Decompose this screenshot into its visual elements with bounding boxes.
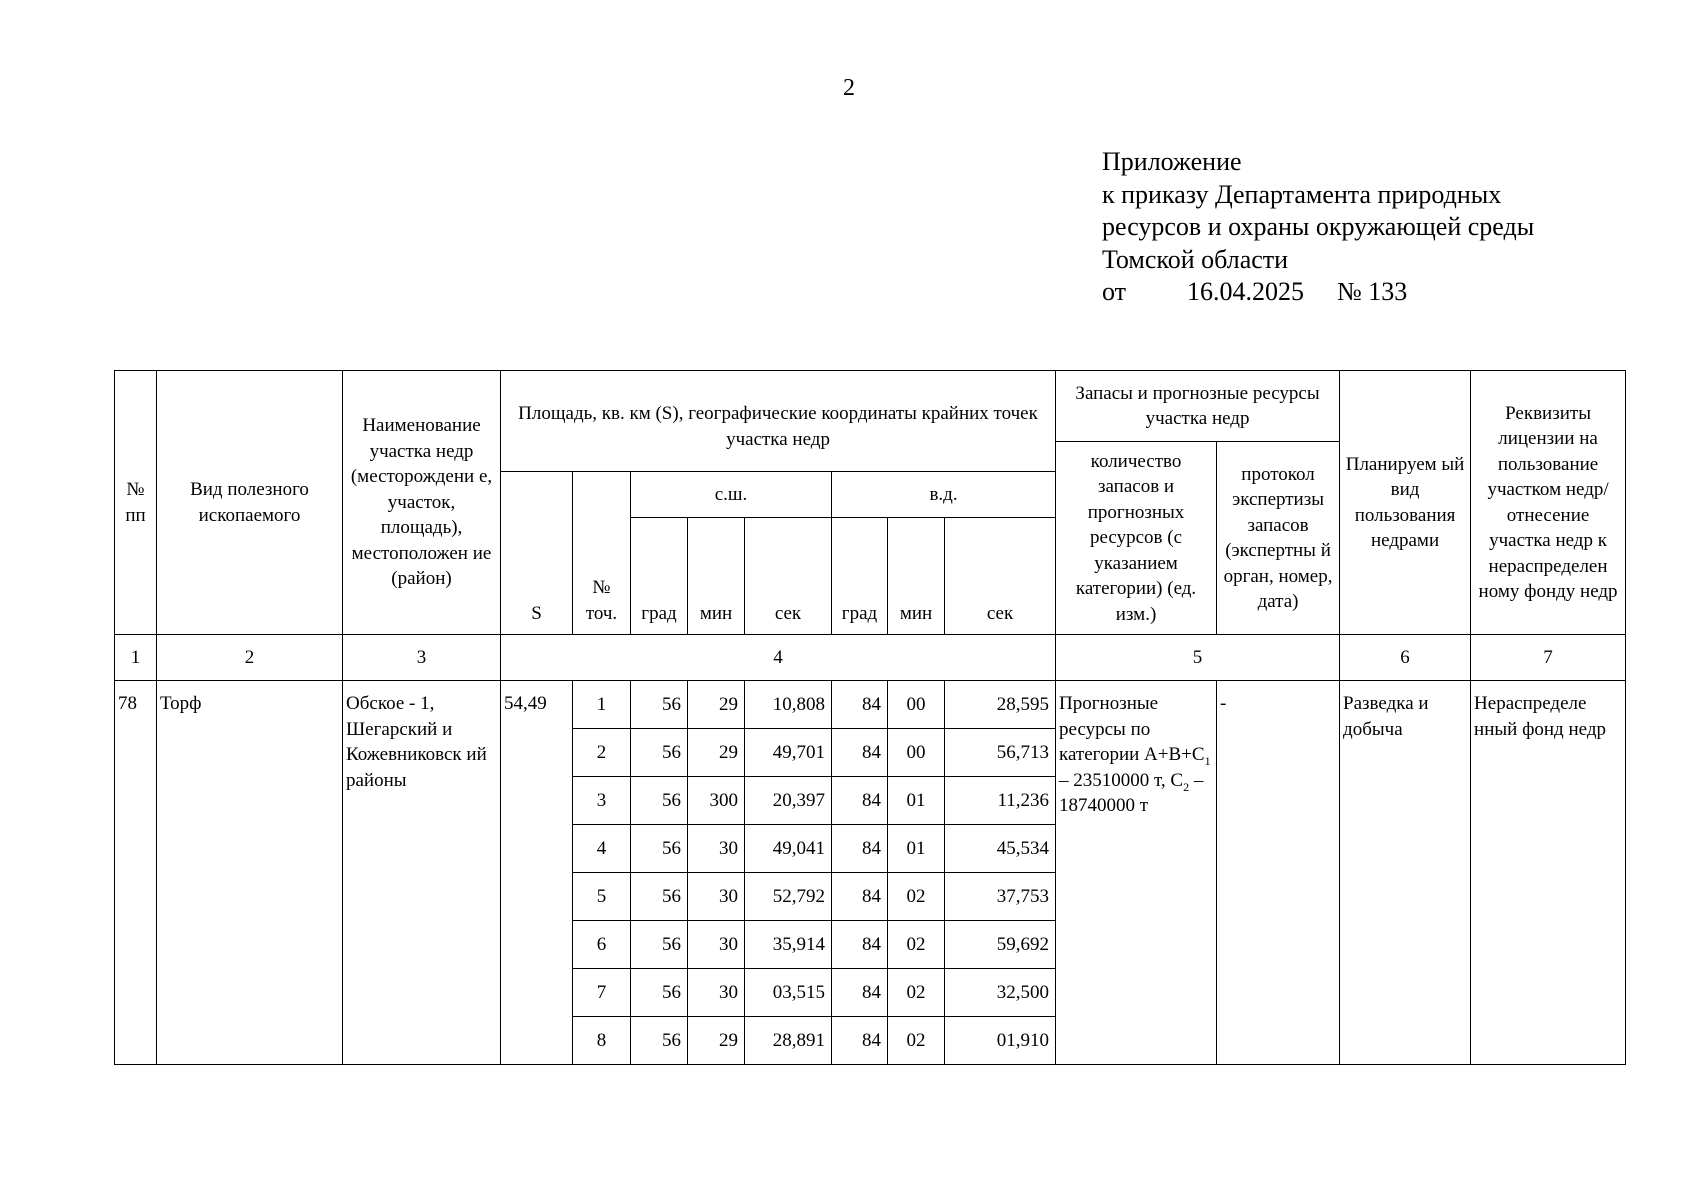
reserves-sub-1: 1 bbox=[1204, 753, 1211, 768]
header-longitude: в.д. bbox=[832, 472, 1056, 518]
header-reserves: Запасы и прогнозные ресурсы участка недр bbox=[1056, 371, 1340, 442]
header-reserves-qty: количество запасов и прогнозных ресурсов (с указанием категории) (ед. изм.) bbox=[1056, 442, 1217, 635]
point-lon-deg: 84 bbox=[832, 681, 888, 729]
point-lat-deg: 56 bbox=[631, 777, 688, 825]
point-number: 1 bbox=[573, 681, 631, 729]
point-lon-min: 00 bbox=[888, 729, 945, 777]
column-number: 6 bbox=[1340, 635, 1471, 681]
point-lon-deg: 84 bbox=[832, 1017, 888, 1065]
header-lat-deg: град bbox=[631, 518, 688, 635]
row-license: Нераспределе нный фонд недр bbox=[1471, 681, 1626, 1065]
point-lon-deg: 84 bbox=[832, 969, 888, 1017]
header-lon-deg: град bbox=[832, 518, 888, 635]
column-number: 4 bbox=[501, 635, 1056, 681]
point-lat-min: 300 bbox=[688, 777, 745, 825]
point-lat-deg: 56 bbox=[631, 969, 688, 1017]
header-area-coordinates: Площадь, кв. км (S), географические координаты крайних точек участка недр bbox=[501, 371, 1056, 472]
point-lat-sec: 49,041 bbox=[745, 825, 832, 873]
point-lon-min: 02 bbox=[888, 969, 945, 1017]
point-lon-sec: 59,692 bbox=[945, 921, 1056, 969]
point-lon-min: 02 bbox=[888, 873, 945, 921]
column-number: 2 bbox=[157, 635, 343, 681]
header-lat-min: мин bbox=[688, 518, 745, 635]
point-lat-min: 30 bbox=[688, 825, 745, 873]
appendix-department-line: ресурсов и охраны окружающей среды bbox=[1102, 212, 1535, 241]
point-lon-deg: 84 bbox=[832, 729, 888, 777]
point-lon-deg: 84 bbox=[832, 777, 888, 825]
header-site-name: Наименование участка недр (месторождени е, участок, площадь), местоположен ие (район) bbox=[343, 371, 501, 635]
header-lon-sec: сек bbox=[945, 518, 1056, 635]
point-number: 5 bbox=[573, 873, 631, 921]
point-lat-sec: 03,515 bbox=[745, 969, 832, 1017]
column-number: 5 bbox=[1056, 635, 1340, 681]
point-lon-sec: 01,910 bbox=[945, 1017, 1056, 1065]
point-lon-min: 01 bbox=[888, 825, 945, 873]
column-number: 3 bbox=[343, 635, 501, 681]
row-mineral: Торф bbox=[157, 681, 343, 1065]
point-number: 7 bbox=[573, 969, 631, 1017]
point-number: 3 bbox=[573, 777, 631, 825]
header-point-no: № точ. bbox=[573, 472, 631, 635]
point-lon-sec: 37,753 bbox=[945, 873, 1056, 921]
from-label: от bbox=[1102, 277, 1127, 306]
row-no: 78 bbox=[115, 681, 157, 1065]
header-latitude: с.ш. bbox=[631, 472, 832, 518]
point-lat-sec: 52,792 bbox=[745, 873, 832, 921]
point-lon-min: 00 bbox=[888, 681, 945, 729]
point-lat-min: 29 bbox=[688, 1017, 745, 1065]
page-number: 2 bbox=[843, 75, 855, 101]
point-lat-min: 30 bbox=[688, 969, 745, 1017]
header-s: S bbox=[501, 472, 573, 635]
point-lon-sec: 32,500 bbox=[945, 969, 1056, 1017]
header-planned-use: Планируем ый вид пользования недрами bbox=[1340, 371, 1471, 635]
header-lat-sec: сек bbox=[745, 518, 832, 635]
reserves-text-a: Прогнозные ресурсы по категории А+В+С bbox=[1059, 693, 1205, 765]
point-lat-sec: 49,701 bbox=[745, 729, 832, 777]
point-lon-min: 01 bbox=[888, 777, 945, 825]
appendix-date-line bbox=[1102, 276, 1534, 309]
header-reserves-protocol: протокол экспертизы запасов (экспертны й орган, номер, дата) bbox=[1217, 442, 1340, 635]
point-lat-min: 29 bbox=[688, 681, 745, 729]
column-number: 1 bbox=[115, 635, 157, 681]
subsoil-plots-table bbox=[114, 370, 1626, 1065]
table-row bbox=[115, 681, 1626, 729]
point-lat-deg: 56 bbox=[631, 729, 688, 777]
point-lon-deg: 84 bbox=[832, 825, 888, 873]
row-site-name: Обское - 1, Шегарский и Кожевниковск ий районы bbox=[343, 681, 501, 1065]
header-no: № пп bbox=[115, 371, 157, 635]
point-lat-min: 30 bbox=[688, 921, 745, 969]
order-number: № 133 bbox=[1337, 277, 1408, 306]
point-lat-sec: 35,914 bbox=[745, 921, 832, 969]
point-lon-sec: 45,534 bbox=[945, 825, 1056, 873]
appendix-title: Приложение bbox=[1102, 147, 1242, 176]
column-number: 7 bbox=[1471, 635, 1626, 681]
point-lon-min: 02 bbox=[888, 921, 945, 969]
point-lat-deg: 56 bbox=[631, 681, 688, 729]
appendix-region-line: Томской области bbox=[1102, 244, 1289, 274]
column-numbers-row bbox=[115, 635, 1626, 681]
point-number: 2 bbox=[573, 729, 631, 777]
reserves-sub-2: 2 bbox=[1183, 779, 1190, 794]
point-lat-deg: 56 bbox=[631, 825, 688, 873]
point-lat-sec: 28,891 bbox=[745, 1017, 832, 1065]
point-number: 8 bbox=[573, 1017, 631, 1065]
point-lon-sec: 11,236 bbox=[945, 777, 1056, 825]
point-lat-deg: 56 bbox=[631, 921, 688, 969]
appendix-header bbox=[1102, 146, 1534, 309]
reserves-text-c: – 18740000 т bbox=[1059, 769, 1204, 816]
point-lon-deg: 84 bbox=[832, 921, 888, 969]
header-license: Реквизиты лицензии на пользование участком недр/ отнесение участка недр к нераспределен ному фонду недр bbox=[1471, 371, 1626, 635]
point-lon-sec: 56,713 bbox=[945, 729, 1056, 777]
point-lat-min: 30 bbox=[688, 873, 745, 921]
order-date: 16.04.2025 bbox=[1187, 277, 1304, 306]
appendix-order-line: к приказу Департамента природных bbox=[1102, 179, 1502, 209]
point-lon-sec: 28,595 bbox=[945, 681, 1056, 729]
point-lat-min: 29 bbox=[688, 729, 745, 777]
row-planned-use: Разведка и добыча bbox=[1340, 681, 1471, 1065]
point-lat-deg: 56 bbox=[631, 873, 688, 921]
row-area: 54,49 bbox=[501, 681, 573, 1065]
row-protocol: - bbox=[1217, 681, 1340, 1065]
point-lon-min: 02 bbox=[888, 1017, 945, 1065]
header-lon-min: мин bbox=[888, 518, 945, 635]
point-lat-deg: 56 bbox=[631, 1017, 688, 1065]
reserves-text-b: – 23510000 т, С bbox=[1059, 769, 1184, 791]
point-lat-sec: 20,397 bbox=[745, 777, 832, 825]
point-number: 6 bbox=[573, 921, 631, 969]
point-lon-deg: 84 bbox=[832, 873, 888, 921]
header-mineral: Вид полезного ископаемого bbox=[157, 371, 343, 635]
point-number: 4 bbox=[573, 825, 631, 873]
row-reserves-qty bbox=[1056, 681, 1217, 1065]
point-lat-sec: 10,808 bbox=[745, 681, 832, 729]
